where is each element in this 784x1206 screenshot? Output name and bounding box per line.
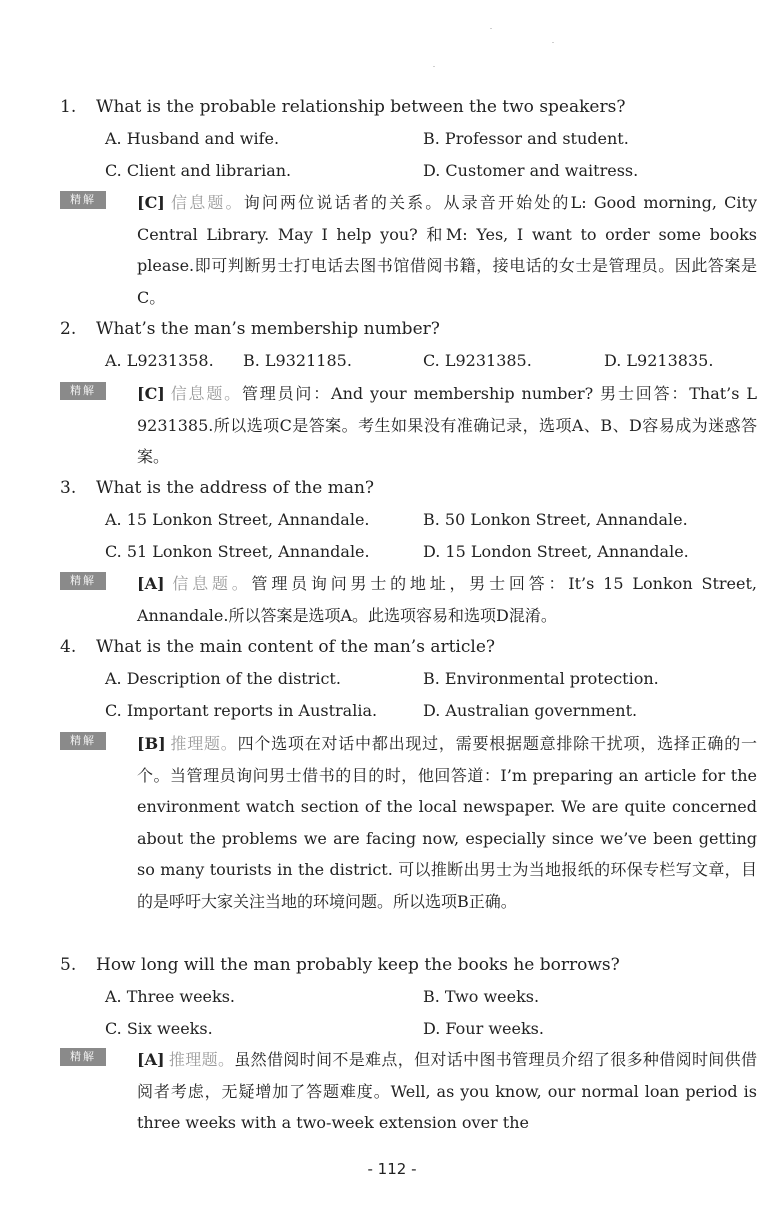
question-type-tag: 信息题。 xyxy=(168,384,242,403)
explanation-body xyxy=(137,378,757,473)
option-a: A. Husband and wife. xyxy=(105,129,280,148)
explanation-body xyxy=(137,1044,757,1139)
explanation-body xyxy=(137,187,757,313)
option-d: D. L9213835. xyxy=(604,351,714,370)
explanation-badge: 精解 xyxy=(60,1048,106,1066)
option-b: B. 50 Lonkon Street, Annandale. xyxy=(423,510,688,529)
page-number: - 112 - xyxy=(367,1160,417,1178)
question-text: What is the probable relationship between the two speakers? xyxy=(96,97,626,117)
question-number: 2. xyxy=(60,319,77,339)
explanation-badge: 精解 xyxy=(60,382,106,400)
question-1 xyxy=(60,96,625,118)
question-4 xyxy=(60,636,495,658)
explanation-text: 四个选项在对话中都出现过，需要根据题意排除干扰项，选择正确的一个。当管理员询问男士借书的目的时，他回答道：I’m preparing an article for the environment watch section of the local newspaper. We are quite concerned about the problems we are facing now, especially since we’ve been getting so many tourists in the district. 可以推断出男士为当地报纸的环保专栏写文章，目的是呼吁大家关注当地的环境问题。所以选项B正确。 xyxy=(137,734,757,911)
option-c: C. Important reports in Australia. xyxy=(105,701,378,720)
scan-speck xyxy=(490,28,492,29)
explanation-badge: 精解 xyxy=(60,732,106,750)
question-text: What’s the man’s membership number? xyxy=(96,319,440,339)
answer-code: [A] xyxy=(137,574,165,593)
option-a: A. L9231358. xyxy=(105,351,214,370)
explanation-body xyxy=(137,728,757,917)
question-type-tag: 推理题。 xyxy=(169,734,238,753)
explanation-text: 管理员问：And your membership number? 男士回答：That’s L 9231385.所以选项C是答案。考生如果没有准确记录，选项A、B、D容易成为迷惑答案。 xyxy=(137,384,757,466)
option-d: D. 15 London Street, Annandale. xyxy=(423,542,689,561)
option-b: B. Professor and student. xyxy=(423,129,629,148)
explanation-text: 管理员询问男士的地址，男士回答：It’s 15 Lonkon Street, Annandale.所以答案是选项A。此选项容易和选项D混淆。 xyxy=(137,574,757,625)
question-number: 5. xyxy=(60,955,77,975)
question-text: How long will the man probably keep the books he borrows? xyxy=(96,955,620,975)
option-d: D. Customer and waitress. xyxy=(423,161,639,180)
question-type-tag: 推理题。 xyxy=(168,1050,235,1069)
answer-explanation-4 xyxy=(60,728,760,950)
question-type-tag: 信息题。 xyxy=(168,574,252,593)
option-c: C. Six weeks. xyxy=(105,1019,213,1038)
question-number: 4. xyxy=(60,637,77,657)
option-a: A. Description of the district. xyxy=(105,669,341,688)
option-a: A. 15 Lonkon Street, Annandale. xyxy=(105,510,370,529)
explanation-text: 询问两位说话者的关系。从录音开始处的L: Good morning, City Central Library. May I help you? 和M: Yes, I want to order some books please.即可判断男士打电话去图书馆借阅书籍，接电话的女士是管理员。因此答案是C。 xyxy=(137,193,757,307)
answer-explanation-1 xyxy=(60,187,760,313)
answer-code: [C] xyxy=(137,193,165,212)
answer-code: [C] xyxy=(137,384,165,403)
question-text: What is the address of the man? xyxy=(96,478,375,498)
explanation-text: 虽然借阅时间不是难点，但对话中图书管理员介绍了很多种借阅时间供借阅者考虑，无疑增加了答题难度。Well, as you know, our normal loan period is three weeks with a two-week extension over the xyxy=(137,1050,757,1132)
question-2 xyxy=(60,318,440,340)
answer-explanation-3 xyxy=(60,568,760,632)
option-b: B. Two weeks. xyxy=(423,987,540,1006)
option-d: D. Australian government. xyxy=(423,701,638,720)
explanation-body xyxy=(137,568,757,631)
option-b: B. Environmental protection. xyxy=(423,669,659,688)
answer-code: [A] xyxy=(137,1050,165,1069)
option-d: D. Four weeks. xyxy=(423,1019,544,1038)
option-c: C. Client and librarian. xyxy=(105,161,292,180)
question-text: What is the main content of the man’s article? xyxy=(96,637,496,657)
question-3 xyxy=(60,477,374,499)
question-5 xyxy=(60,954,620,976)
explanation-badge: 精解 xyxy=(60,572,106,590)
question-number: 3. xyxy=(60,478,77,498)
option-c: C. 51 Lonkon Street, Annandale. xyxy=(105,542,370,561)
option-b: B. L9321185. xyxy=(243,351,352,370)
scan-speck xyxy=(552,42,554,43)
question-number: 1. xyxy=(60,97,77,117)
answer-explanation-2 xyxy=(60,378,760,473)
answer-explanation-5 xyxy=(60,1044,760,1140)
scan-speck xyxy=(433,66,435,67)
option-a: A. Three weeks. xyxy=(105,987,235,1006)
option-c: C. L9231385. xyxy=(423,351,532,370)
answer-code: [B] xyxy=(137,734,166,753)
question-type-tag: 信息题。 xyxy=(168,193,244,212)
explanation-badge: 精解 xyxy=(60,191,106,209)
